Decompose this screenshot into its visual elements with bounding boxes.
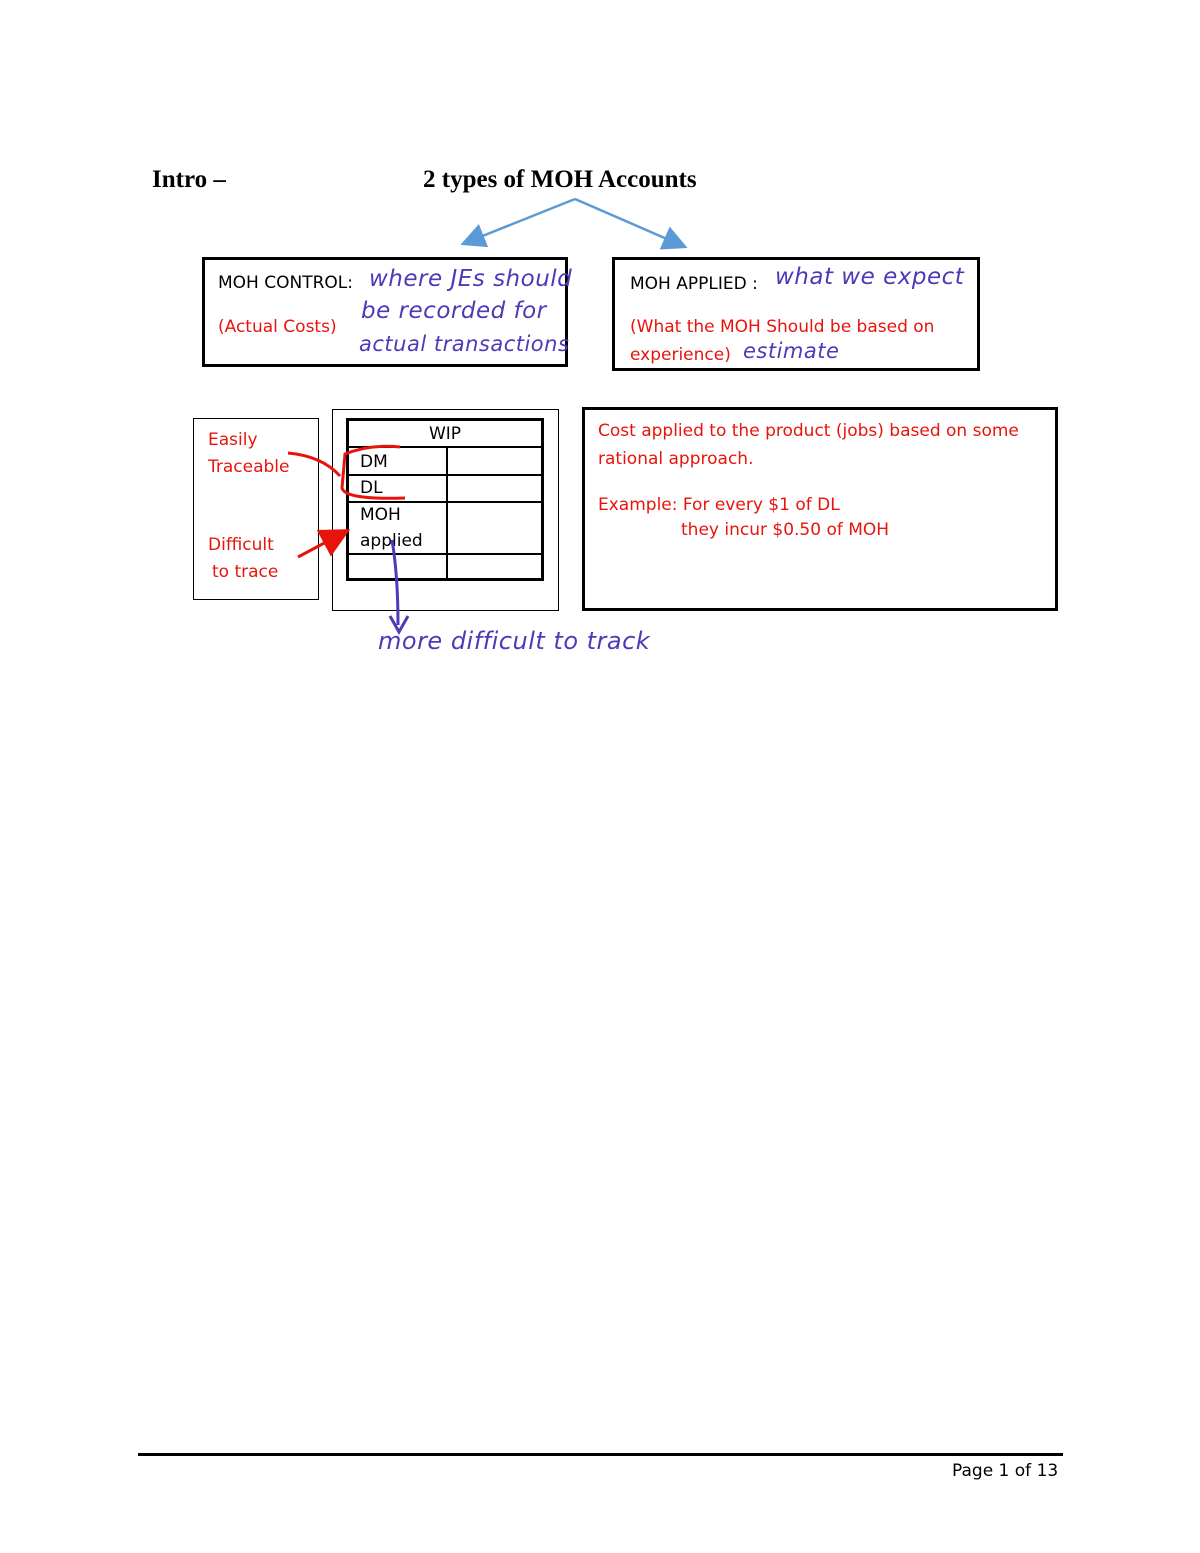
moh-applied-handwriting-top: what we expect <box>775 264 965 290</box>
moh-applied-box <box>612 257 980 371</box>
applied-note-example-1: Example: For every $1 of DL <box>598 495 840 515</box>
arrow-to-control <box>465 199 575 243</box>
intro-label: Intro – <box>152 166 226 193</box>
applied-note-example-2: they incur $0.50 of MOH <box>681 520 890 540</box>
wip-row-applied: applied <box>360 531 423 551</box>
moh-control-label-text: MOH CONTROL <box>218 273 348 293</box>
footer-rule <box>138 1453 1063 1456</box>
easily-label-1: Easily <box>208 430 258 450</box>
traceability-box <box>193 418 319 600</box>
moh-applied-label-text: MOH APPLIED <box>630 274 747 294</box>
wip-row-dm: DM <box>360 452 388 472</box>
page-title: 2 types of MOH Accounts <box>423 166 697 193</box>
difficult-to-track-note: more difficult to track <box>378 627 651 655</box>
moh-applied-handwriting-bottom: estimate <box>743 339 840 363</box>
moh-control-colon: : <box>347 273 353 293</box>
moh-control-subtitle: (Actual Costs) <box>218 317 337 337</box>
wip-table <box>346 418 544 581</box>
wip-row-line-2 <box>349 501 541 503</box>
moh-control-box <box>202 257 573 367</box>
wip-row-line-3 <box>349 553 541 555</box>
moh-control-handwriting-3: actual transactions <box>359 332 570 356</box>
moh-control-handwriting-1: where JEs should <box>369 266 573 292</box>
applied-note-line-1: Cost applied to the product (jobs) based on some <box>598 421 1019 441</box>
arrow-to-applied <box>575 199 683 246</box>
easily-label-2: Traceable <box>208 457 290 477</box>
moh-control-handwriting-2: be recorded for <box>361 298 547 324</box>
moh-applied-subtitle-1: (What the MOH Should be based on <box>630 317 935 337</box>
page-number: Page 1 of 13 <box>952 1461 1059 1481</box>
wip-row-dl: DL <box>360 478 383 498</box>
moh-control-label <box>218 273 353 293</box>
wip-divider <box>446 448 448 578</box>
difficult-label-2: to trace <box>212 562 279 582</box>
difficult-label-1: Difficult <box>208 535 274 555</box>
moh-applied-label <box>630 274 758 294</box>
applied-note-box <box>582 407 1058 611</box>
wip-row-line-1 <box>349 474 541 476</box>
moh-applied-colon: : <box>752 274 758 294</box>
wip-row-moh: MOH <box>360 505 401 525</box>
moh-applied-subtitle-2: experience) <box>630 345 731 365</box>
wip-title: WIP <box>349 421 541 448</box>
applied-note-line-2: rational approach. <box>598 449 754 469</box>
